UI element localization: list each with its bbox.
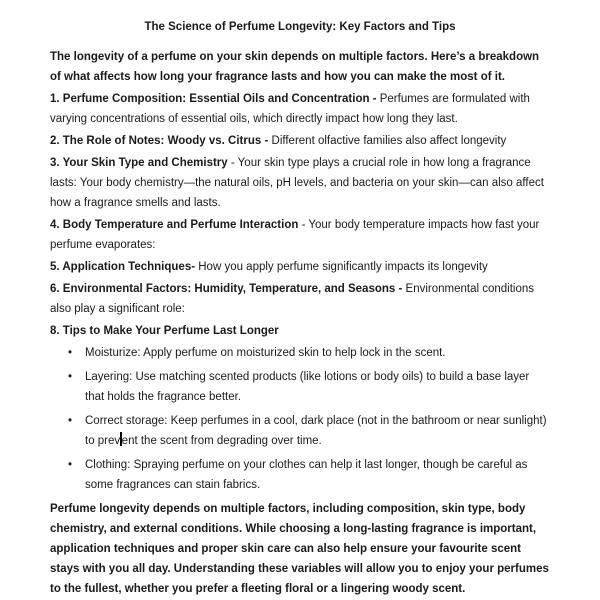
- section-paragraph-3[interactable]: [50, 153, 550, 213]
- tips-heading[interactable]: [50, 321, 550, 341]
- section-body-6: Environmental conditions also play a significant role:: [50, 283, 535, 315]
- list-item-clothing[interactable]: • Clothing: Spraying perfume on your clothes can help it last longer, though be careful as some fragrances can stain fabrics.: [85, 455, 550, 495]
- list-item-layering[interactable]: • Layering: Use matching scented products (like lotions or body oils) to build a base layer that holds the fragrance better.: [85, 367, 550, 407]
- section-body-4: - Your body temperature impacts how fast your perfume evaporates:: [50, 219, 540, 251]
- section-heading-4: 4. Body Temperature and Perfume Interaction: [50, 219, 299, 231]
- section-paragraph-2[interactable]: [50, 131, 550, 151]
- intro-paragraph[interactable]: The longevity of a perfume on your skin depends on multiple factors. Here’s a breakdown of what affects how long your fragrance lasts and how you can make the most of it.: [50, 51, 540, 83]
- section-heading-6: 6. Environmental Factors: Humidity, Temperature, and Seasons -: [50, 283, 403, 295]
- list-item-text-after-caret: ent the scent from degrading over time.: [121, 435, 322, 447]
- section-heading-1: 1. Perfume Composition: Essential Oils and Concentration -: [50, 93, 377, 105]
- list-item-moisturize[interactable]: • Moisturize: Apply perfume on moisturized skin to help lock in the scent.: [85, 343, 550, 363]
- tips-list: [50, 343, 550, 495]
- section-heading-5: 5. Application Techniques-: [50, 261, 196, 273]
- section-body-3: - Your skin type plays a crucial role in how long a fragrance lasts: Your body chemistry—the natural oils, pH levels, and bacteria on your skin—can also affect how a fragrance smells and lasts.: [50, 157, 544, 209]
- section-body-2: Different olfactive families also affect longevity: [268, 135, 507, 147]
- section-body-1: Perfumes are formulated with varying concentrations of essential oils, which directly impact how long they last.: [50, 93, 530, 125]
- list-item-correct-storage[interactable]: [85, 411, 550, 451]
- document-title: The Science of Perfume Longevity: Key Factors and Tips: [144, 21, 456, 33]
- section-paragraph-1[interactable]: [50, 89, 550, 129]
- section-heading-2: 2. The Role of Notes: Woody vs. Citrus -: [50, 135, 269, 147]
- tips-heading-text: 8. Tips to Make Your Perfume Last Longer: [50, 325, 279, 337]
- section-heading-3: 3. Your Skin Type and Chemistry: [50, 157, 228, 169]
- outro-paragraph[interactable]: Perfume longevity depends on multiple factors, including composition, skin type, body chemistry, and external conditions. While choosing a long-lasting fragrance is important, application techniques and proper skin care can also help ensure your favourite scent stays with you all day. Understanding these variables will allow you to enjoy your perfumes to the fullest, whether you prefer a fleeting floral or a lingering woody scent.: [50, 503, 549, 595]
- section-body-5: How you apply perfume significantly impacts its longevity: [195, 261, 488, 273]
- list-item-text-before-caret: Correct storage: Keep perfumes in a cool, dark place (not in the bathroom or near sunlight) to prev: [85, 415, 547, 447]
- section-paragraph-5[interactable]: [50, 257, 550, 277]
- section-paragraph-6[interactable]: [50, 279, 550, 319]
- section-paragraph-4[interactable]: [50, 215, 550, 255]
